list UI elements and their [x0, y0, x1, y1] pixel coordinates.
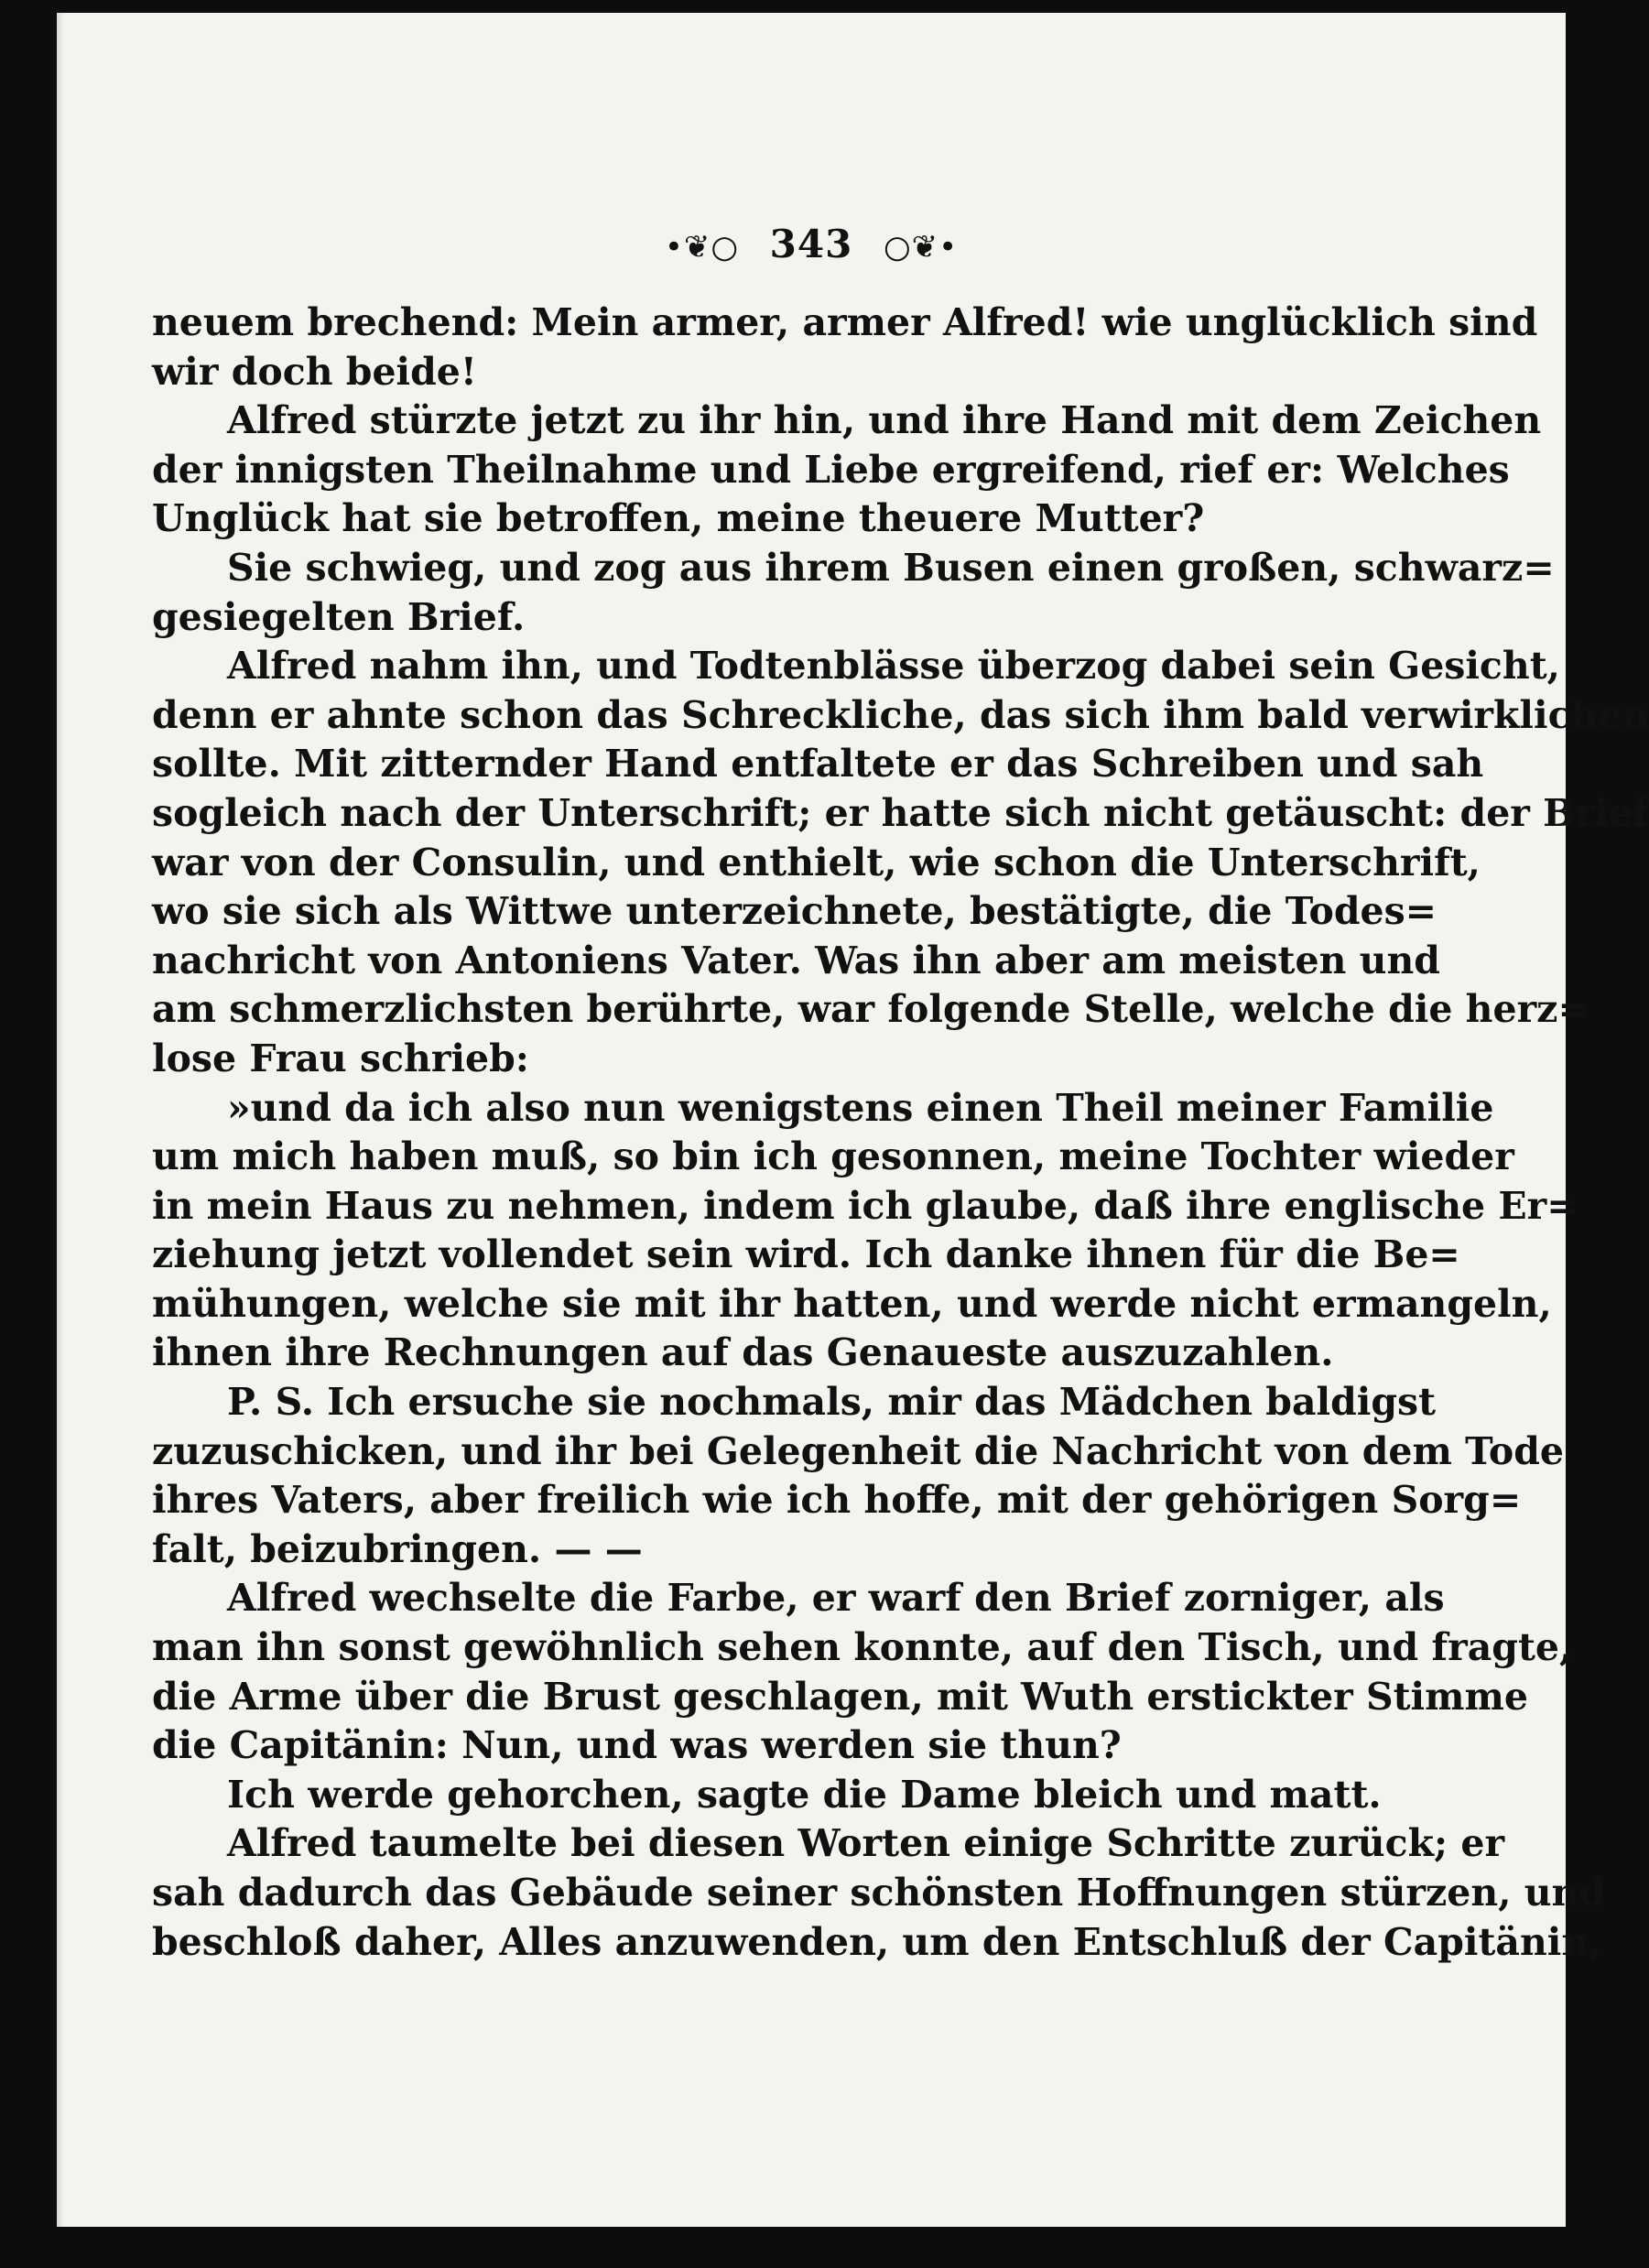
text-line: Alfred taumelte bei diesen Worten einige Schritte zurück; er	[227, 1821, 1505, 1866]
ornament-right-icon: ○❦•	[883, 229, 959, 266]
text-line: neuem brechend: Mein armer, armer Alfred! wie unglücklich sind	[152, 300, 1538, 344]
page-number: 343	[769, 222, 853, 266]
text-line: sah dadurch das Gebäude seiner schönsten Hoffnungen stürzen, und	[152, 1871, 1606, 1915]
text-line: nachricht von Antoniens Vater. Was ihn aber am meisten und	[152, 938, 1440, 982]
text-line: »und da ich also nun wenigstens einen Theil meiner Familie	[227, 1085, 1494, 1130]
text-line: am schmerzlichsten berührte, war folgende Stelle, welche die herz=	[152, 987, 1589, 1032]
text-line: P. S. Ich ersuche sie nochmals, mir das Mädchen baldigst	[227, 1380, 1437, 1425]
text-line: ziehung jetzt vollendet sein wird. Ich danke ihnen für die Be=	[152, 1232, 1460, 1277]
text-line: zuzuschicken, und ihr bei Gelegenheit die Nachricht von dem Tode	[152, 1428, 1565, 1473]
text-line: die Capitänin: Nun, und was werden sie thun?	[152, 1723, 1122, 1768]
page-edge-shadow	[57, 13, 64, 2227]
book-page	[57, 13, 1649, 2227]
text-line: in mein Haus zu nehmen, indem ich glaube, daß ihre englische Er=	[152, 1183, 1578, 1228]
text-line: wo sie sich als Wittwe unterzeichnete, bestätigte, die Todes=	[152, 889, 1437, 934]
text-line: ihnen ihre Rechnungen auf das Genaueste auszuzahlen.	[152, 1330, 1334, 1375]
text-line: der innigsten Theilnahme und Liebe ergreifend, rief er: Welches	[152, 447, 1510, 492]
text-line: war von der Consulin, und enthielt, wie schon die Unterschrift,	[152, 840, 1481, 884]
text-line: lose Frau schrieb:	[152, 1036, 529, 1080]
text-line: sollte. Mit zitternder Hand entfaltete er das Schreiben und sah	[152, 742, 1484, 787]
text-line: Sie schwieg, und zog aus ihrem Busen einen großen, schwarz=	[227, 545, 1555, 590]
text-line: falt, beizubringen. — —	[152, 1526, 643, 1571]
text-line: ihres Vaters, aber freilich wie ich hoffe, mit der gehörigen Sorg=	[152, 1478, 1522, 1523]
text-line: Alfred nahm ihn, und Todtenblässe überzog dabei sein Gesicht,	[227, 644, 1560, 689]
text-line: die Arme über die Brust geschlagen, mit Wuth erstickter Stimme	[152, 1674, 1528, 1719]
text-line: man ihn sonst gewöhnlich sehen konnte, auf den Tisch, und fragte,	[152, 1625, 1573, 1670]
text-line: beschloß daher, Alles anzuwenden, um den Entschluß der Capitänin,	[152, 1919, 1602, 1964]
text-line: um mich haben muß, so bin ich gesonnen, meine Tochter wieder	[152, 1134, 1514, 1179]
text-line: Alfred wechselte die Farbe, er warf den Brief zorniger, als	[227, 1576, 1445, 1621]
text-line: Ich werde gehorchen, sagte die Dame bleich und matt.	[227, 1772, 1382, 1817]
text-line: mühungen, welche sie mit ihr hatten, und werde nicht ermangeln,	[152, 1281, 1552, 1326]
ornament-left-icon: •❦○	[664, 229, 740, 266]
page-header	[57, 222, 1566, 266]
text-line: Alfred stürzte jetzt zu ihr hin, und ihre Hand mit dem Zeichen	[227, 398, 1542, 443]
text-line: Unglück hat sie betroffen, meine theuere Mutter?	[152, 496, 1205, 541]
text-body	[152, 298, 1649, 1967]
text-line: sogleich nach der Unterschrift; er hatte sich nicht getäuscht: der Brief	[152, 790, 1649, 835]
text-line: denn er ahnte schon das Schreckliche, das sich ihm bald verwirklichen	[152, 692, 1649, 737]
text-line: wir doch beide!	[152, 349, 477, 394]
text-line: gesiegelten Brief.	[152, 594, 526, 639]
